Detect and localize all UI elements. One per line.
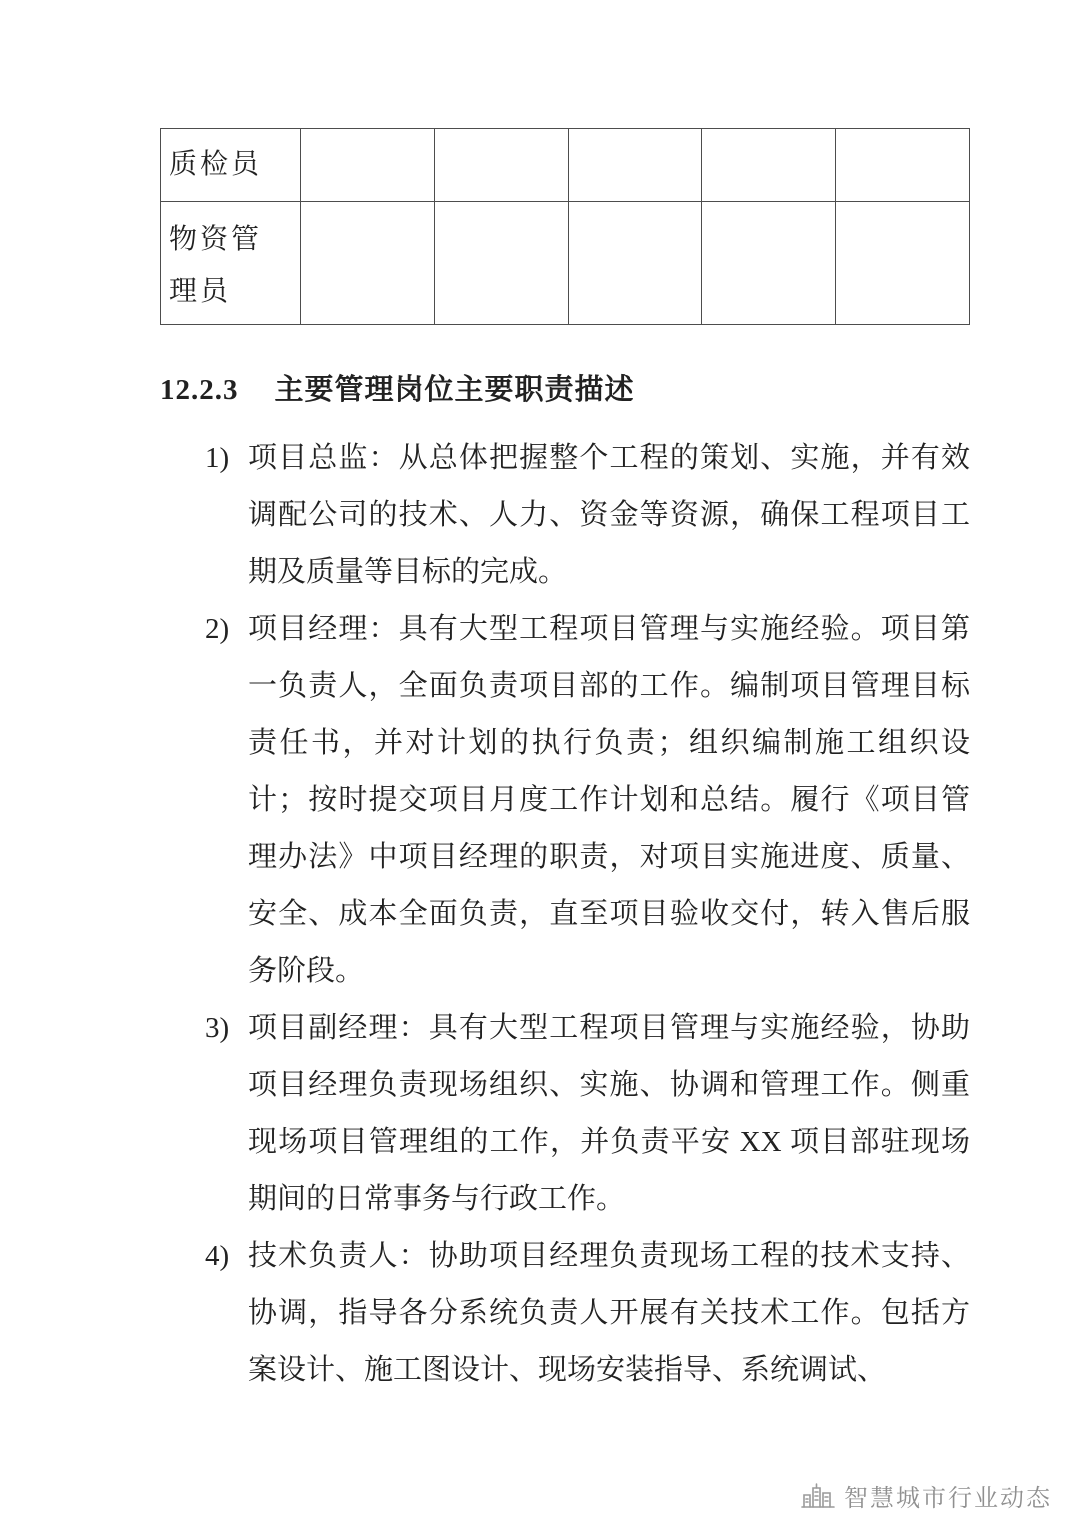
row-label-cell: 质检员 bbox=[161, 129, 301, 202]
empty-cell bbox=[301, 129, 435, 202]
empty-cell bbox=[836, 129, 970, 202]
section-number: 12.2.3 bbox=[160, 374, 239, 406]
empty-cell bbox=[568, 202, 702, 325]
role-list bbox=[205, 430, 970, 1399]
empty-cell bbox=[702, 202, 836, 325]
list-item bbox=[205, 1228, 970, 1399]
item-text: 项目总监：从总体把握整个工程的策划、实施，并有效调配公司的技术、人力、资金等资源，确保工程项目工期及质量等目标的完成。 bbox=[248, 442, 970, 588]
item-text: 项目经理：具有大型工程项目管理与实施经验。项目第一负责人，全面负责项目部的工作。编制项目管理目标责任书，并对计划的执行负责；组织编制施工组织设计；按时提交项目月度工作计划和总结。履行《项目管理办法》中项目经理的职责，对项目实施进度、质量、安全、成本全面负责，直至项目验收交付，转入售后服务阶段。 bbox=[248, 613, 970, 987]
empty-cell bbox=[434, 202, 568, 325]
item-text: 项目副经理：具有大型工程项目管理与实施经验，协助项目经理负责现场组织、实施、协调和管理工作。侧重现场项目管理组的工作，并负责平安 XX 项目部驻现场期间的日常事务与行政工作。 bbox=[248, 1012, 970, 1215]
empty-cell bbox=[301, 202, 435, 325]
section-heading bbox=[160, 367, 970, 408]
table-row bbox=[161, 129, 970, 202]
item-number: 1) bbox=[205, 442, 230, 474]
staff-table bbox=[160, 128, 970, 325]
empty-cell bbox=[836, 202, 970, 325]
watermark-text: 智慧城市行业动态 bbox=[844, 1485, 1052, 1512]
item-number: 4) bbox=[205, 1240, 230, 1272]
item-text: 技术负责人：协助项目经理负责现场工程的技术支持、协调，指导各分系统负责人开展有关技术工作。包括方案设计、施工图设计、现场安装指导、系统调试、 bbox=[248, 1240, 970, 1386]
row-label-cell: 物资管理员 bbox=[161, 202, 301, 325]
city-logo-icon bbox=[800, 1481, 836, 1511]
empty-cell bbox=[702, 129, 836, 202]
list-item bbox=[205, 601, 970, 1000]
watermark bbox=[800, 1478, 1052, 1513]
empty-cell bbox=[568, 129, 702, 202]
table-row bbox=[161, 202, 970, 325]
section-title: 主要管理岗位主要职责描述 bbox=[274, 374, 635, 406]
list-item bbox=[205, 430, 970, 601]
list-item bbox=[205, 1000, 970, 1228]
item-number: 2) bbox=[205, 613, 230, 645]
item-number: 3) bbox=[205, 1012, 230, 1044]
empty-cell bbox=[434, 129, 568, 202]
